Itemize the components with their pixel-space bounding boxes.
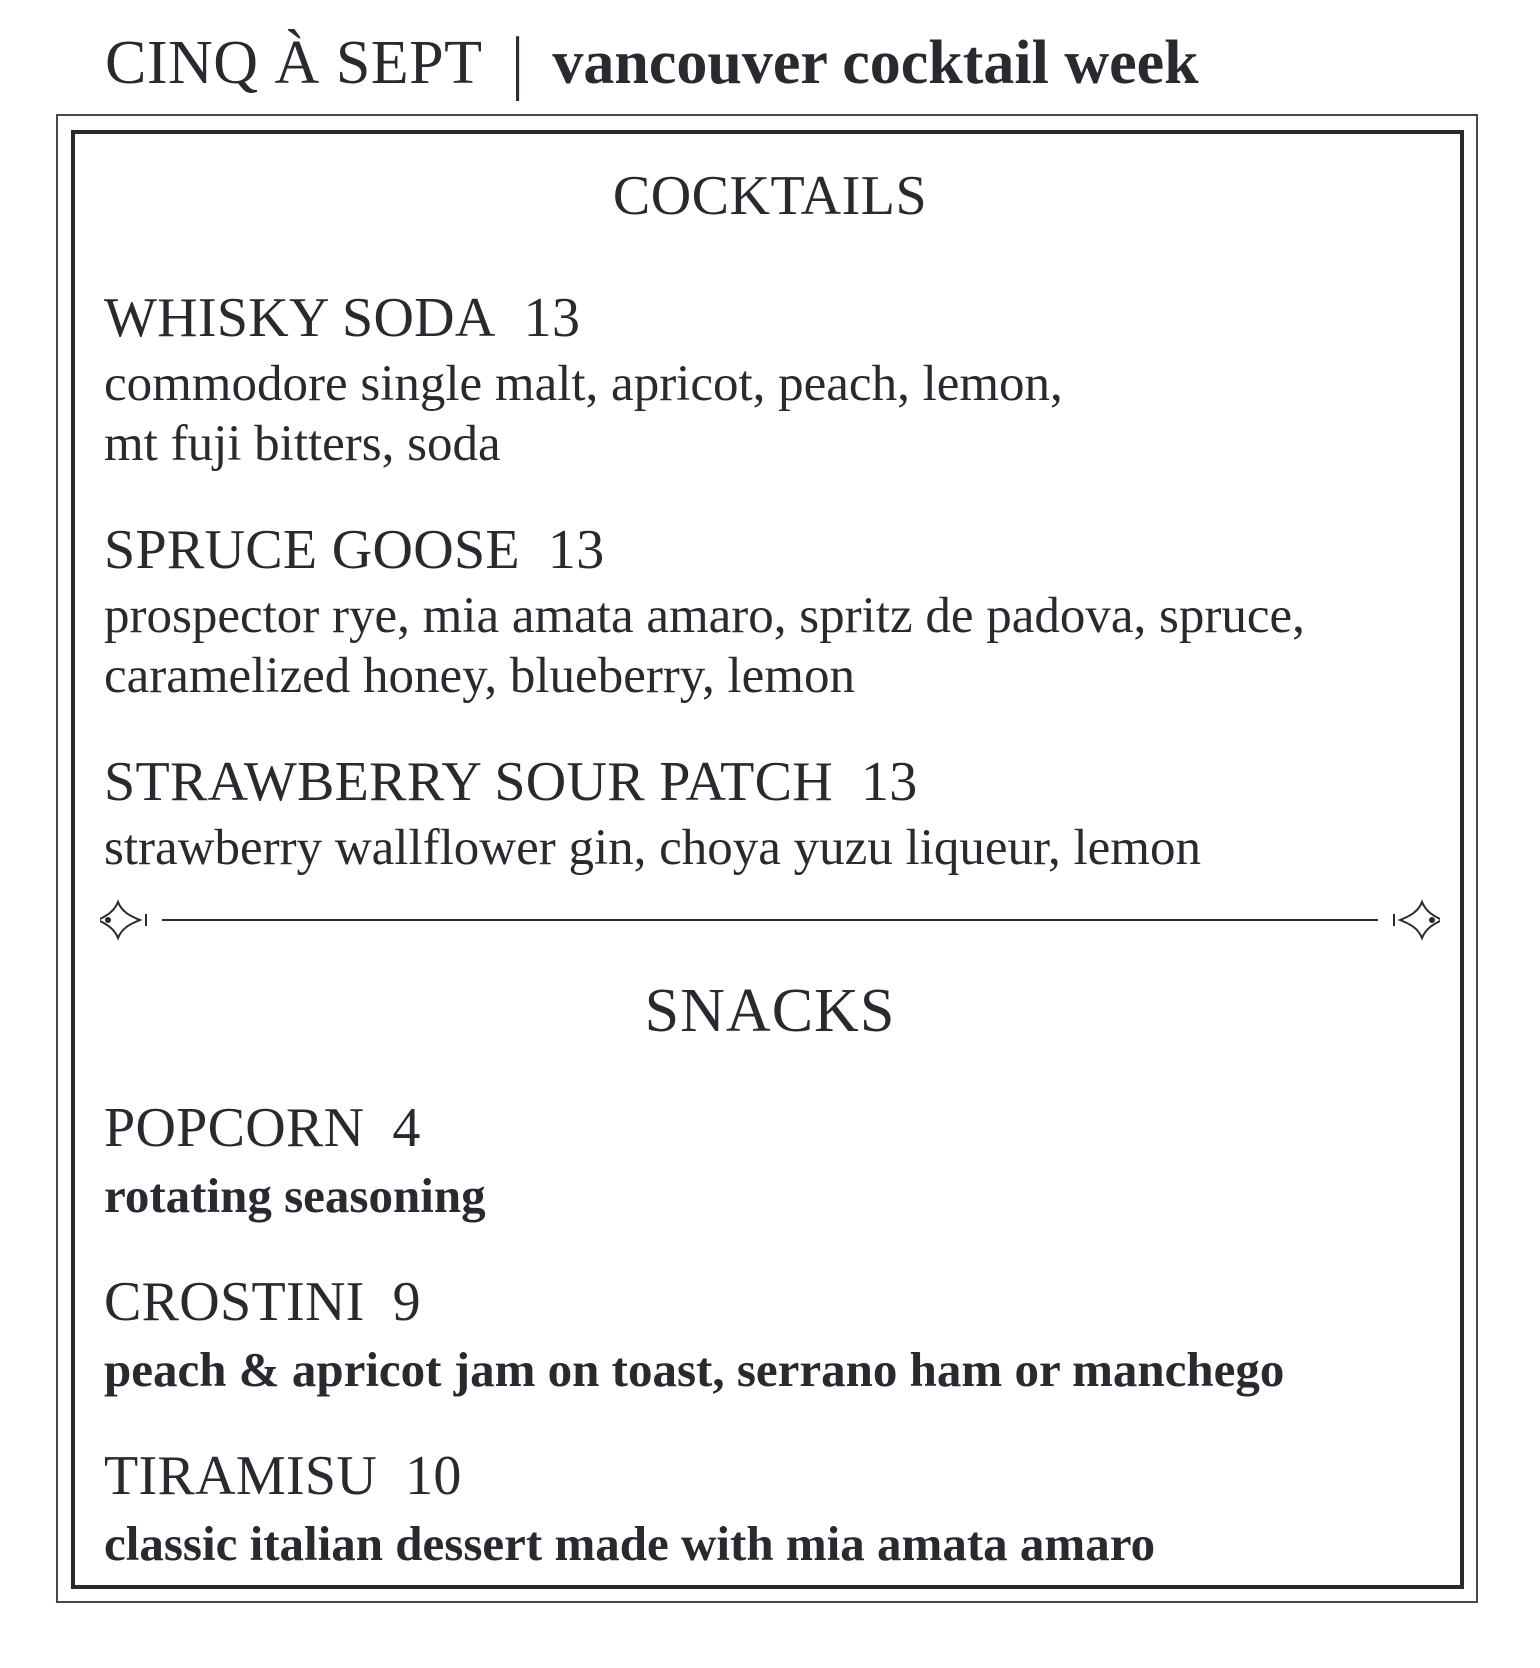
title-separator: | — [511, 23, 525, 103]
item-description — [104, 818, 1444, 878]
item-price: 13 — [547, 519, 605, 581]
item-price: 13 — [523, 287, 581, 349]
item-name: POPCORN — [104, 1097, 365, 1159]
item-description: peach & apricot jam on toast, serrano ham or manchego — [104, 1342, 1285, 1397]
item-price: 10 — [405, 1445, 462, 1507]
item-description-line: commodore single malt, apricot, peach, lemon, — [104, 356, 1063, 412]
menu-item-popcorn — [104, 1097, 1444, 1226]
item-name: SPRUCE GOOSE — [104, 519, 520, 581]
item-price: 4 — [392, 1097, 421, 1159]
title-subtitle: vancouver cocktail week — [552, 29, 1199, 97]
menu-item-spruce-goose — [104, 519, 1444, 706]
menu-item-whisky-soda — [104, 287, 1444, 474]
item-description-line: mt fuji bitters, soda — [104, 416, 501, 472]
item-description-line: prospector rye, mia amata amaro, spritz de padova, spruce, — [104, 588, 1305, 644]
ornamental-divider-icon — [100, 898, 1440, 942]
item-name: WHISKY SODA — [104, 287, 496, 349]
item-description — [104, 586, 1444, 706]
menu-item-crostini — [104, 1271, 1444, 1400]
item-description-line: strawberry wallflower gin, choya yuzu liqueur, lemon — [104, 820, 1201, 876]
item-price: 9 — [392, 1271, 421, 1333]
title-main: CINQ À SEPT — [105, 29, 482, 97]
item-name: TIRAMISU — [104, 1445, 378, 1507]
menu-item-strawberry-sour-patch — [104, 751, 1444, 878]
item-name: CROSTINI — [104, 1271, 365, 1333]
menu-item-tiramisu — [104, 1445, 1444, 1574]
item-description: rotating seasoning — [104, 1168, 486, 1223]
item-description: classic italian dessert made with mia amata amaro — [104, 1516, 1156, 1571]
snacks-heading: SNACKS — [644, 977, 896, 1045]
item-name: STRAWBERRY SOUR PATCH — [104, 751, 833, 813]
cocktails-heading: COCKTAILS — [612, 165, 928, 227]
page-title — [105, 23, 1199, 103]
item-description-line: caramelized honey, blueberry, lemon — [104, 648, 855, 704]
item-description — [104, 354, 1444, 474]
item-price: 13 — [860, 751, 918, 813]
